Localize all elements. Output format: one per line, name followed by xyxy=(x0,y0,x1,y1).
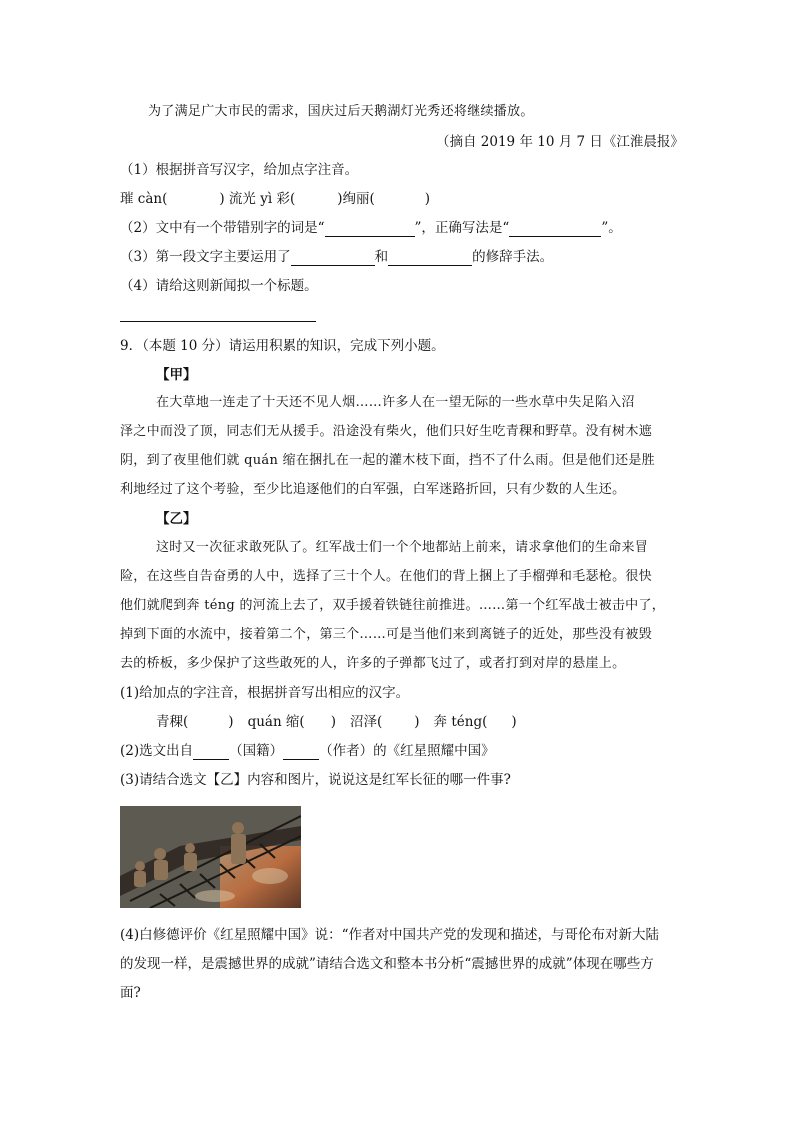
title-answer-line[interactable] xyxy=(120,321,316,322)
q8-sub2-b: ”，正确写法是“ xyxy=(414,220,510,236)
q8-sub4: （4）请给这则新闻拟一个标题。 xyxy=(120,278,318,294)
q9-sub2-b: （国籍） xyxy=(229,743,284,759)
q9-sub4-line: (4)白修德评价《红星照耀中国》说：“作者对中国共产党的发现和描述，与哥伦布对新大陆 xyxy=(120,927,660,943)
news-last-sentence: 为了满足广大市民的需求，国庆过后天鹅湖灯光秀还将继续播放。 xyxy=(148,104,534,119)
passage-jia-line: 泽之中而没了顶，同志们无从援手。沿途没有柴火，他们只好生吃青稞和野草。没有树木遮 xyxy=(120,424,653,439)
passage-yi-line: 去的桥板，多少保护了这些敢死的人，许多的子弹都飞过了，或者打到对岸的悬崖上。 xyxy=(120,656,626,671)
wrong-word-blank[interactable] xyxy=(325,222,415,237)
q9-sub2-a: (2)选文出自 xyxy=(120,743,194,759)
passage-jia-line: 阴，到了夜里他们就 quán 缩在捆扎在一起的灌木枝下面，挡不了什么雨。但是他们还是胜 xyxy=(120,453,655,468)
q8-pinyin-c: )绚丽( xyxy=(337,191,375,207)
q9-sub1: (1)给加点的字注音，根据拼音写出相应的汉字。 xyxy=(120,685,410,701)
q8-pinyin-a: 璀 càn( xyxy=(120,191,168,207)
passage-jia-label: 【甲】 xyxy=(156,367,197,383)
author-blank[interactable] xyxy=(283,745,319,760)
q8-sub2-a: （2）文中有一个带错别字的词是“ xyxy=(120,220,325,236)
q9-sub2 xyxy=(120,742,495,760)
paren-close: ) xyxy=(414,714,420,730)
q8-sub1: （1）根据拼音写汉字，给加点字注音。 xyxy=(120,162,359,178)
q8-sub3-c: 的修辞手法。 xyxy=(472,249,554,265)
q8-sub3 xyxy=(120,248,553,266)
item-qingke: 青稞( xyxy=(156,714,189,730)
news-source: （摘自 2019 年 10 月 7 日《江淮晨报》 xyxy=(436,134,684,150)
passage-yi-label: 【乙】 xyxy=(156,511,197,527)
rhetoric-blank-2[interactable] xyxy=(388,251,472,266)
paren-close: ) xyxy=(330,714,336,730)
correct-word-blank[interactable] xyxy=(509,222,601,237)
paren-close: ) xyxy=(511,714,517,730)
q8-sub2 xyxy=(120,219,622,237)
q8-sub2-c: ”。 xyxy=(601,220,622,236)
q9-sub2-c: （作者）的《红星照耀中国》 xyxy=(319,743,495,759)
q8-sub3-a: （3）第一段文字主要运用了 xyxy=(120,249,291,265)
item-quansuo: quán 缩( xyxy=(247,714,305,730)
q9-sub4-line: 面? xyxy=(120,985,141,1001)
passage-yi-line: 险，在这些自告奋勇的人中，选择了三十个人。在他们的背上捆上了手榴弹和毛瑟枪。很快 xyxy=(120,569,653,584)
item-zhaoze: 沼泽( xyxy=(349,714,383,730)
paren-close: ) xyxy=(228,714,234,730)
passage-yi-line: 他们就爬到奔 téng 的河流上去了，双手援着铁链往前推进。……第一个红军战士被击中了， xyxy=(120,598,666,613)
q8-pinyin-b: ) 流光 yì 彩( xyxy=(219,191,296,207)
q8-pinyin-d: ) xyxy=(424,191,431,207)
q9-sub1-items xyxy=(156,713,517,731)
q8-sub3-b: 和 xyxy=(374,249,389,265)
passage-jia-line: 在大草地一连走了十天还不见人烟……许多人在一望无际的一些水草中失足陷入沼 xyxy=(156,395,635,410)
passage-jia-line: 利地经过了这个考验，至少比追逐他们的白军强，白军迷路折回，只有少数的人生还。 xyxy=(120,482,626,497)
rhetoric-blank-1[interactable] xyxy=(291,251,375,266)
item-benteng: 奔 téng( xyxy=(433,714,488,730)
chain-bridge-illustration xyxy=(120,806,301,908)
q9-heading: 9．（本题 10 分）请运用积累的知识，完成下列小题。 xyxy=(120,338,445,354)
passage-yi-line: 这时又一次征求敢死队了。红军战士们一个个地都站上前来，请求拿他们的生命来冒 xyxy=(156,540,649,555)
q9-sub3: (3)请结合选文【乙】内容和图片，说说这是红军长征的哪一件事? xyxy=(120,772,511,788)
nationality-blank[interactable] xyxy=(193,745,229,760)
q8-pinyin-row xyxy=(120,190,430,208)
q9-sub4-line: 的发现一样，是震撼世界的成就”请结合选文和整本书分析“震撼世界的成就”体现在哪些方 xyxy=(120,956,654,972)
passage-yi-line: 掉到下面的水流中，接着第二个，第三个……可是当他们来到离链子的近处，那些没有被毁 xyxy=(120,627,653,642)
